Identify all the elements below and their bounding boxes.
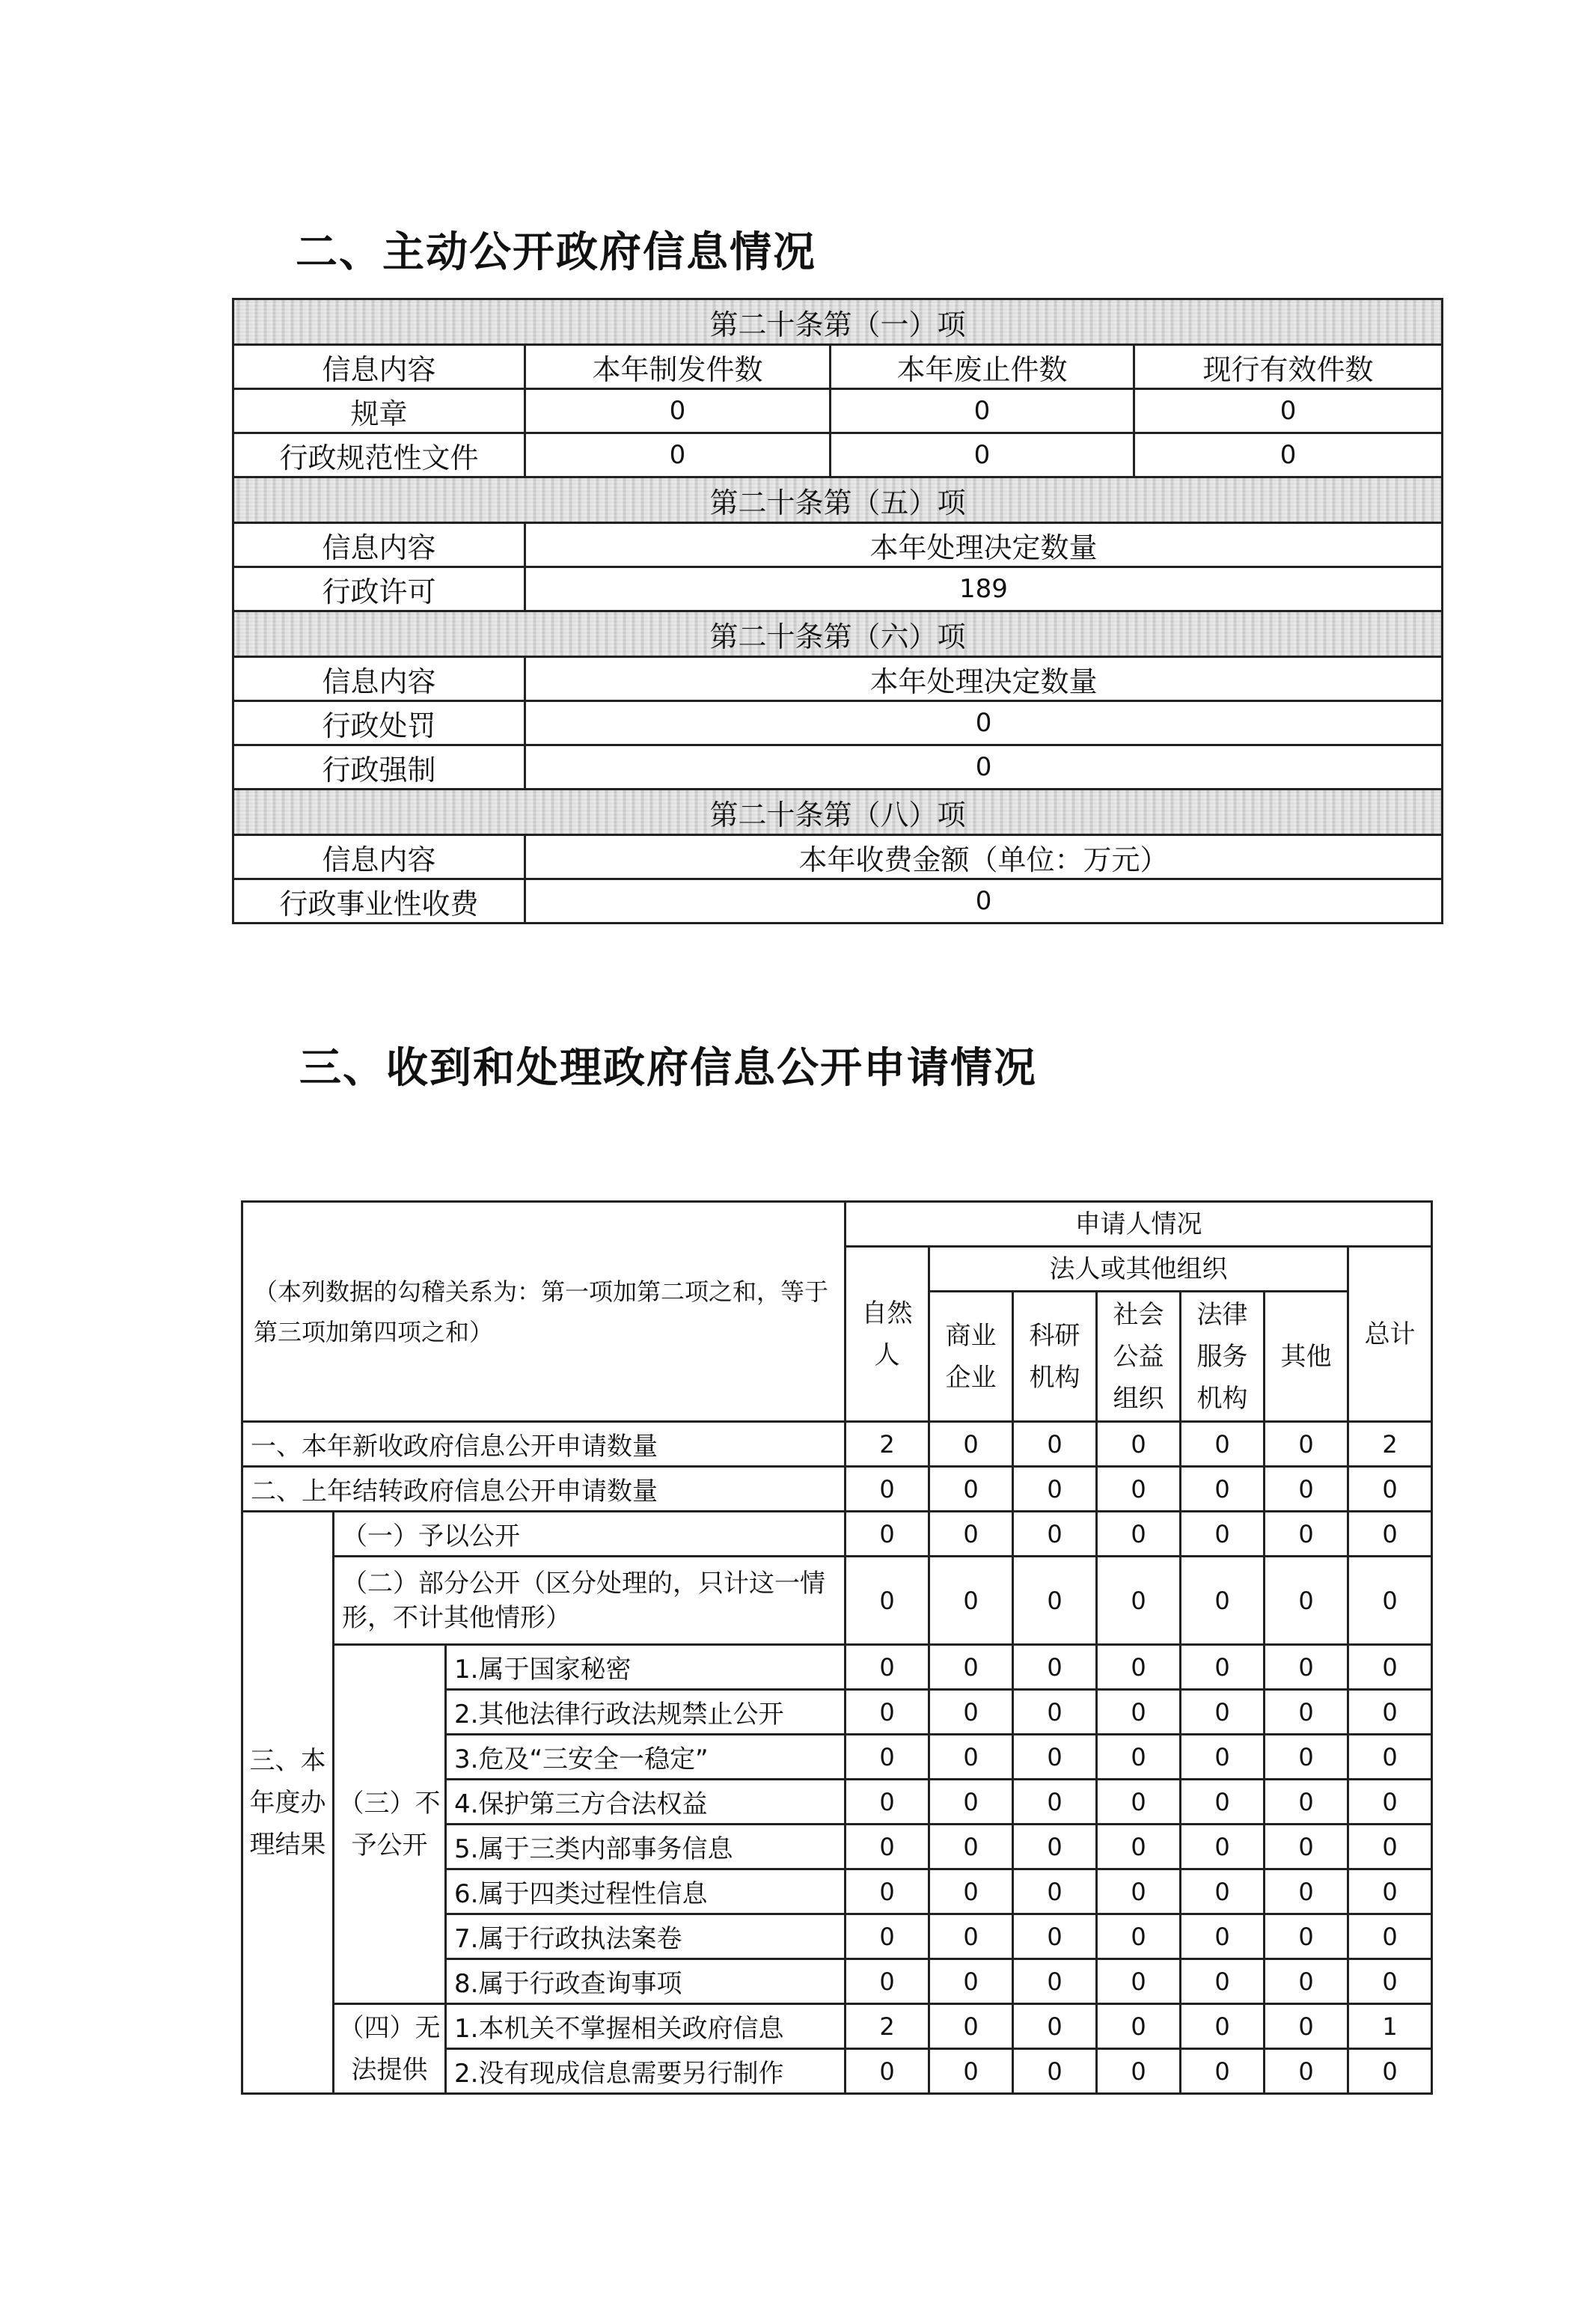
cell-value: 0: [1265, 1959, 1348, 2004]
cell-value: 0: [1265, 1825, 1348, 1869]
row-label: 8.属于行政查询事项: [446, 1959, 846, 2004]
cell-value: 0: [846, 1512, 929, 1557]
cell-value: 0: [525, 389, 831, 433]
cell-value: 0: [846, 1735, 929, 1780]
cell-value: 0: [929, 2004, 1013, 2049]
table-row: [242, 1557, 1432, 1645]
table-row: [242, 1467, 1432, 1512]
cell-value: 2: [846, 1422, 929, 1467]
cell-value: 0: [1097, 1512, 1181, 1557]
cell-value: 0: [1348, 1645, 1432, 1690]
header-legal-service: 法律服务机构: [1181, 1292, 1265, 1422]
band-article-20-5: 第二十条第（五）项: [233, 477, 1443, 523]
cell-value: 0: [1181, 1645, 1265, 1690]
cell-value: 0: [929, 2049, 1013, 2094]
cell-value: 0: [1097, 1645, 1181, 1690]
cell-value: 0: [1181, 1512, 1265, 1557]
cell-value: 0: [1348, 1467, 1432, 1512]
cell-value: 0: [1013, 1690, 1097, 1735]
row-label: 3.危及“三安全一稳定”: [446, 1735, 846, 1780]
cell-value: 0: [1181, 1690, 1265, 1735]
cell-value: 0: [846, 1690, 929, 1735]
cell-value: 0: [929, 1690, 1013, 1735]
header-research: 科研机构: [1013, 1292, 1097, 1422]
cell-value: 0: [929, 1959, 1013, 2004]
header-natural-person: 自然人: [846, 1247, 929, 1422]
cell-value: 0: [1181, 1959, 1265, 2004]
table-band-row: [233, 299, 1443, 345]
cell-value: 0: [1013, 1959, 1097, 2004]
cell-value: 0: [846, 2049, 929, 2094]
cell-value: 0: [1265, 1914, 1348, 1959]
cell-value: 0: [1097, 1467, 1181, 1512]
cell-value: 0: [929, 1735, 1013, 1780]
row-label: 7.属于行政执法案卷: [446, 1914, 846, 1959]
cell-value: 0: [1013, 2004, 1097, 2049]
row-label: 1.属于国家秘密: [446, 1645, 846, 1690]
cell-value: 0: [1134, 433, 1443, 477]
cell-value: 0: [1097, 1557, 1181, 1645]
row-label: 二、上年结转政府信息公开申请数量: [242, 1467, 846, 1512]
application-handling-table: [241, 1200, 1433, 2095]
cell-value: 0: [1181, 2049, 1265, 2094]
header-issued-count: 本年制发件数: [525, 345, 831, 389]
cell-value: 0: [846, 1959, 929, 2004]
checksum-note: （本列数据的勾稽关系为：第一项加第二项之和，等于第三项加第四项之和）: [242, 1202, 846, 1422]
cell-value: 0: [1097, 1422, 1181, 1467]
table-row: [242, 1512, 1432, 1557]
row-label: 4.保护第三方合法权益: [446, 1780, 846, 1825]
row-label: 行政事业性收费: [233, 879, 525, 923]
table-row: [233, 879, 1443, 923]
cell-value: 0: [1097, 1914, 1181, 1959]
cell-value: 0: [1097, 1825, 1181, 1869]
cell-value: 0: [1013, 1825, 1097, 1869]
cell-value: 0: [831, 389, 1134, 433]
cell-value: 0: [929, 1825, 1013, 1869]
cell-value: 0: [1265, 1467, 1348, 1512]
cell-value: 0: [1348, 1512, 1432, 1557]
header-legal-person: 法人或其他组织: [929, 1247, 1348, 1292]
table-header-row: [233, 523, 1443, 567]
band-article-20-6: 第二十条第（六）项: [233, 611, 1443, 657]
cell-value: 0: [1097, 1735, 1181, 1780]
cell-value: 0: [1013, 2049, 1097, 2094]
group-label-not-open: （三）不予公开: [334, 1645, 446, 2004]
header-total: 总计: [1348, 1247, 1432, 1422]
cell-value: 0: [1181, 1735, 1265, 1780]
table-band-row: [233, 790, 1443, 835]
cell-value: 0: [525, 701, 1443, 745]
cell-value: 0: [1181, 1825, 1265, 1869]
table-row: [233, 701, 1443, 745]
cell-value: 0: [1013, 1557, 1097, 1645]
header-fee-amount: 本年收费金额（单位：万元）: [525, 835, 1443, 879]
row-label: 一、本年新收政府信息公开申请数量: [242, 1422, 846, 1467]
group-label-result: 三、本年度办理结果: [242, 1512, 334, 2094]
cell-value: 0: [929, 1512, 1013, 1557]
row-label: （一）予以公开: [334, 1512, 846, 1557]
cell-value: 0: [1181, 1467, 1265, 1512]
cell-value: 0: [1265, 2004, 1348, 2049]
table-row: [233, 433, 1443, 477]
row-label: 2.没有现成信息需要另行制作: [446, 2049, 846, 2094]
cell-value: 0: [1265, 1557, 1348, 1645]
cell-value: 0: [1348, 1735, 1432, 1780]
table-header-row: [242, 1202, 1432, 1247]
cell-value: 0: [1265, 1780, 1348, 1825]
cell-value: 0: [1097, 2004, 1181, 2049]
cell-value: 0: [1097, 1690, 1181, 1735]
row-label: 2.其他法律行政法规禁止公开: [446, 1690, 846, 1735]
row-label: 行政规范性文件: [233, 433, 525, 477]
cell-value: 0: [929, 1914, 1013, 1959]
cell-value: 0: [1348, 1869, 1432, 1914]
table-row: [233, 389, 1443, 433]
table-row: [242, 2004, 1432, 2049]
table-row: [242, 1645, 1432, 1690]
cell-value: 0: [846, 1825, 929, 1869]
cell-value: 0: [1348, 1825, 1432, 1869]
cell-value: 1: [1348, 2004, 1432, 2049]
cell-value: 0: [846, 1780, 929, 1825]
proactive-disclosure-table: [232, 298, 1443, 924]
table-header-row: [233, 657, 1443, 701]
table-band-row: [233, 611, 1443, 657]
cell-value: 0: [1013, 1869, 1097, 1914]
header-valid-count: 现行有效件数: [1134, 345, 1443, 389]
cell-value: 0: [1013, 1645, 1097, 1690]
row-label: 行政处罚: [233, 701, 525, 745]
cell-value: 0: [1097, 1780, 1181, 1825]
cell-value: 0: [846, 1869, 929, 1914]
header-decision-count: 本年处理决定数量: [525, 657, 1443, 701]
cell-value: 0: [846, 1914, 929, 1959]
table-header-row: [233, 835, 1443, 879]
row-label: 行政强制: [233, 745, 525, 790]
cell-value: 0: [1348, 1690, 1432, 1735]
cell-value: 0: [929, 1645, 1013, 1690]
cell-value: 0: [1348, 1780, 1432, 1825]
table-header-row: [233, 345, 1443, 389]
header-commercial: 商业企业: [929, 1292, 1013, 1422]
section-2-title: 二、主动公开政府信息情况: [296, 228, 816, 277]
cell-value: 0: [929, 1467, 1013, 1512]
cell-value: 0: [1265, 1422, 1348, 1467]
cell-value: 2: [1348, 1422, 1432, 1467]
cell-value: 0: [1348, 1959, 1432, 2004]
cell-value: 2: [846, 2004, 929, 2049]
cell-value: 0: [846, 1557, 929, 1645]
cell-value: 0: [1134, 389, 1443, 433]
cell-value: 0: [846, 1467, 929, 1512]
cell-value: 0: [1013, 1467, 1097, 1512]
cell-value: 0: [1097, 2049, 1181, 2094]
cell-value: 0: [525, 433, 831, 477]
cell-value: 0: [1265, 2049, 1348, 2094]
cell-value: 0: [1265, 1645, 1348, 1690]
row-label: 行政许可: [233, 567, 525, 611]
cell-value: 0: [1265, 1512, 1348, 1557]
cell-value: 0: [1097, 1959, 1181, 2004]
group-label-cannot-provide: （四）无法提供: [334, 2004, 446, 2094]
header-other: 其他: [1265, 1292, 1348, 1422]
header-info-content: 信息内容: [233, 657, 525, 701]
cell-value: 0: [525, 745, 1443, 790]
table-row: [233, 745, 1443, 790]
cell-value: 0: [1348, 1914, 1432, 1959]
cell-value: 0: [525, 879, 1443, 923]
cell-value: 0: [929, 1780, 1013, 1825]
cell-value: 0: [1013, 1512, 1097, 1557]
cell-value: 0: [1013, 1735, 1097, 1780]
cell-value: 0: [1181, 1869, 1265, 1914]
table-row: [233, 567, 1443, 611]
cell-value: 0: [1097, 1869, 1181, 1914]
header-info-content: 信息内容: [233, 523, 525, 567]
cell-value: 0: [1265, 1690, 1348, 1735]
cell-value: 0: [1181, 1780, 1265, 1825]
header-public-welfare: 社会公益组织: [1097, 1292, 1181, 1422]
cell-value: 0: [1013, 1780, 1097, 1825]
row-label: （二）部分公开（区分处理的，只计这一情形，不计其他情形）: [334, 1557, 846, 1645]
cell-value: 0: [929, 1869, 1013, 1914]
header-applicant: 申请人情况: [846, 1202, 1432, 1247]
cell-value: 0: [1181, 1557, 1265, 1645]
table-row: [242, 1422, 1432, 1467]
cell-value: 0: [1181, 1422, 1265, 1467]
cell-value: 0: [929, 1422, 1013, 1467]
cell-value: 0: [1013, 1422, 1097, 1467]
row-label: 6.属于四类过程性信息: [446, 1869, 846, 1914]
header-info-content: 信息内容: [233, 835, 525, 879]
cell-value: 0: [831, 433, 1134, 477]
table-band-row: [233, 477, 1443, 523]
cell-value: 0: [1265, 1735, 1348, 1780]
cell-value: 0: [1348, 2049, 1432, 2094]
row-label: 规章: [233, 389, 525, 433]
section-3-title: 三、收到和处理政府信息公开申请情况: [299, 1044, 1037, 1093]
row-label: 5.属于三类内部事务信息: [446, 1825, 846, 1869]
cell-value: 0: [846, 1645, 929, 1690]
cell-value: 0: [929, 1557, 1013, 1645]
header-abolished-count: 本年废止件数: [831, 345, 1134, 389]
cell-value: 189: [525, 567, 1443, 611]
header-decision-count: 本年处理决定数量: [525, 523, 1443, 567]
cell-value: 0: [1013, 1914, 1097, 1959]
band-article-20-8: 第二十条第（八）项: [233, 790, 1443, 835]
cell-value: 0: [1181, 2004, 1265, 2049]
header-info-content: 信息内容: [233, 345, 525, 389]
band-article-20-1: 第二十条第（一）项: [233, 299, 1443, 345]
cell-value: 0: [1265, 1869, 1348, 1914]
cell-value: 0: [1181, 1914, 1265, 1959]
row-label: 1.本机关不掌握相关政府信息: [446, 2004, 846, 2049]
cell-value: 0: [1348, 1557, 1432, 1645]
